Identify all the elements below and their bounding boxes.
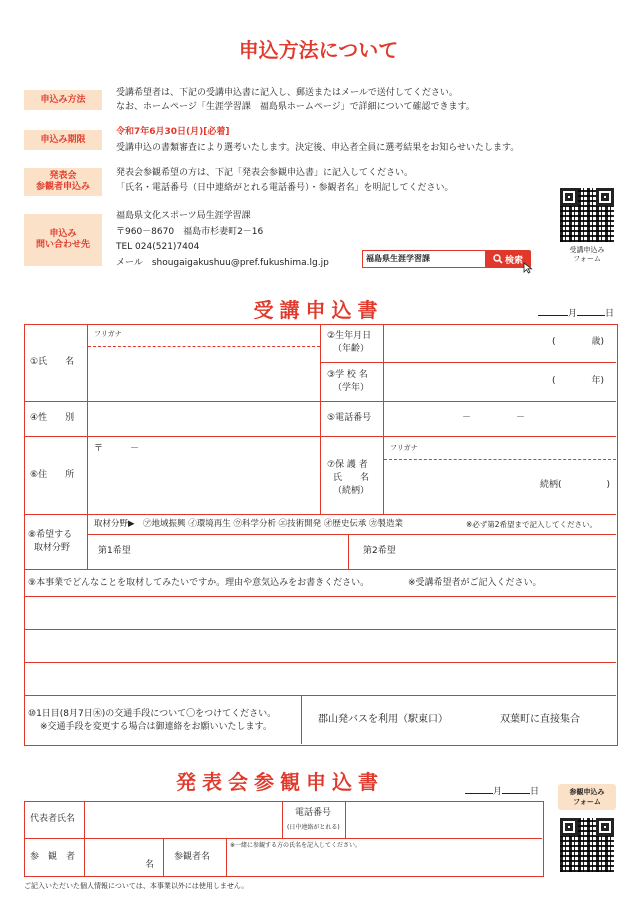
rep-label: 代表者氏名 <box>30 814 76 824</box>
form2-phone-sub: (日中連絡がとれる) <box>287 824 340 831</box>
method-line1: 受講希望者は、下記の受講申込書に記入し、郵送またはメールで送付してください。 <box>116 88 458 98</box>
phone-field[interactable] <box>384 402 616 437</box>
address-field[interactable] <box>88 437 321 515</box>
school-field[interactable] <box>384 363 616 402</box>
transport-option-bus[interactable] <box>318 710 448 725</box>
search-input[interactable]: 福島県生涯学習課 <box>366 254 430 263</box>
phone-label: ⑤電話番号 <box>327 413 372 423</box>
transport-direct-label: 双葉町に直接集合 <box>500 714 580 725</box>
address-label-cell <box>24 437 88 515</box>
guardian-label1: ⑦保 護 者 <box>327 460 368 470</box>
name-label: ①氏 名 <box>30 357 75 367</box>
field-label-cell <box>24 515 88 570</box>
birth-label-cell <box>321 324 384 363</box>
name-label-cell <box>24 324 88 402</box>
deadline-date: 令和7年6月30日(月)[必着] <box>116 127 230 137</box>
field-label1: ⑧希望する <box>28 530 73 540</box>
field-options-row <box>88 515 616 535</box>
guardian-label3: （続柄） <box>333 486 370 496</box>
method-label <box>24 90 102 110</box>
grade-paren: ( 年) <box>552 376 605 386</box>
contact-mail: メール shougaigakushuu@pref.fukushima.lg.jp <box>116 258 329 268</box>
qr-bottom-label <box>558 784 616 810</box>
phone-label-cell <box>321 402 384 437</box>
contact-tel: TEL 024(521)7404 <box>116 242 200 252</box>
q9-line2[interactable] <box>24 630 616 663</box>
birth-field[interactable] <box>384 324 616 363</box>
field-label2: 取材分野 <box>34 543 71 553</box>
method-label-text: 申込み方法 <box>40 94 86 105</box>
transport-option-direct[interactable] <box>500 710 580 725</box>
q9-line3[interactable] <box>24 663 616 696</box>
rep-label-cell <box>24 801 85 839</box>
method-line2: なお、ホームページ「生涯学習課 福島県ホームページ」で詳細について確認できます。 <box>116 102 475 112</box>
form1-day: 日 <box>605 309 615 319</box>
visitor-names-label-cell <box>164 839 227 876</box>
form2-phone-label-cell <box>283 801 346 839</box>
form1-title: 受講申込書 <box>253 298 384 322</box>
form1-date <box>538 306 614 319</box>
form1-month: 月 <box>568 309 578 319</box>
visitor-note: ※一緒に参観する方の氏名を記入してください。 <box>230 842 362 849</box>
postal-code: 〒 － <box>94 444 140 454</box>
form2-phone-label: 電話番号 <box>295 808 332 818</box>
sex-label-cell <box>24 402 88 437</box>
sex-label: ④性 別 <box>30 413 75 423</box>
contact-label-1: 申込み <box>49 229 77 239</box>
q9-header <box>24 570 616 597</box>
guardian-label2: 氏 名 <box>333 473 370 483</box>
age-paren: ( 歳) <box>552 337 605 347</box>
field-note: ※必ず第2希望まで記入してください。 <box>466 520 598 529</box>
visitor-names-label: 参観者名 <box>174 852 211 862</box>
q9-note: ※受講希望者がご記入ください。 <box>408 578 542 588</box>
address-label: ⑥住 所 <box>30 470 75 480</box>
guardian-field[interactable] <box>384 437 616 515</box>
deadline-note: 受講申込の書類審査により選考いたします。決定後、申込者全員に選考結果をお知らせいたします。 <box>116 143 520 153</box>
form2-day: 日 <box>530 787 540 797</box>
cursor-icon <box>523 262 533 274</box>
page-title: 申込方法について <box>238 38 399 62</box>
q10-line2: ※交通手段を変更する場合は御連絡をお願いいたします。 <box>40 722 272 732</box>
footer-note: ご記入いただいた個人情報については、本事業以外には使用しません。 <box>24 882 249 890</box>
search-icon <box>493 254 503 264</box>
transport-bus-label: 郡山発バスを利用（駅東口） <box>318 714 448 725</box>
school-label2: （学年） <box>333 383 370 393</box>
visitors-label: 参 観 者 <box>30 852 76 862</box>
visitor-names-field[interactable] <box>227 839 542 876</box>
q10-label-cell <box>24 696 302 744</box>
choice1-field[interactable] <box>88 535 349 570</box>
observer-line1: 発表会参観希望の方は、下記「発表会参観申込書」に記入してください。 <box>116 168 414 178</box>
search-box[interactable] <box>362 250 486 268</box>
guardian-relation: 続柄( ) <box>540 480 611 490</box>
choice2-label: 第2希望 <box>363 546 396 556</box>
visitors-count-field[interactable] <box>85 839 164 876</box>
sex-field[interactable] <box>88 402 321 437</box>
birth-label2: （年齢） <box>333 344 370 354</box>
qr-top-caption1: 受講申込み <box>569 246 605 254</box>
name-furigana: フリガナ <box>94 330 122 338</box>
field-options: 取材分野▶ ㋐地域振興 ㋑環境再生 ㋒科学分析 ㋓技術開発 ㋔歴史伝承 ㋕製造業 <box>94 519 404 529</box>
guardian-label-cell <box>321 437 384 515</box>
observer-line2: 「氏名・電話番号（日中連絡がとれる電話番号）・参観者名」を明記してください。 <box>116 183 454 193</box>
observer-label-2: 参観者申込み <box>35 182 90 192</box>
q10-line1: ⑩1日目(8月7日㊍)の交通手段について〇をつけてください。 <box>28 709 277 719</box>
guardian-furigana: フリガナ <box>390 444 418 452</box>
contact-label <box>24 214 102 266</box>
qr-bottom-caption1: 参観申込み <box>569 788 605 796</box>
visitors-unit: 名 <box>145 860 155 870</box>
qr-bottom-caption2: フォーム <box>573 798 601 806</box>
qr-top-caption2: フォーム <box>573 255 601 263</box>
birth-label1: ②生年月日 <box>327 331 372 341</box>
observer-label-1: 発表会 <box>49 171 77 181</box>
contact-address: 〒960－8670 福島市杉妻町2－16 <box>116 227 264 237</box>
phone-dash: － － <box>462 413 526 423</box>
form2-month: 月 <box>493 787 503 797</box>
form2-title: 発表会参観申込書 <box>176 770 384 794</box>
q9-label: ⑨本事業でどんなことを取材してみたいですか。理由や意気込みをお書きください。 <box>28 578 370 588</box>
deadline-label <box>24 130 102 150</box>
deadline-label-text: 申込み期限 <box>40 134 86 145</box>
choice1-label: 第1希望 <box>98 546 131 556</box>
choice2-field[interactable] <box>349 535 616 570</box>
form2-date <box>465 784 539 797</box>
qr-code-observer[interactable] <box>560 818 614 872</box>
rep-field[interactable] <box>85 801 283 839</box>
contact-label-2: 問い合わせ先 <box>35 240 90 250</box>
school-label-cell <box>321 363 384 402</box>
q9-line1[interactable] <box>24 597 616 630</box>
visitors-label-cell <box>24 839 85 876</box>
contact-org: 福島県文化スポーツ局生涯学習課 <box>116 211 251 221</box>
form2-phone-field[interactable] <box>346 801 542 839</box>
qr-code-registration[interactable] <box>560 188 614 242</box>
search-button-label: 検索 <box>504 255 523 266</box>
school-label1: ③学 校 名 <box>327 370 368 380</box>
name-field[interactable] <box>88 324 321 402</box>
observer-label <box>24 168 102 196</box>
